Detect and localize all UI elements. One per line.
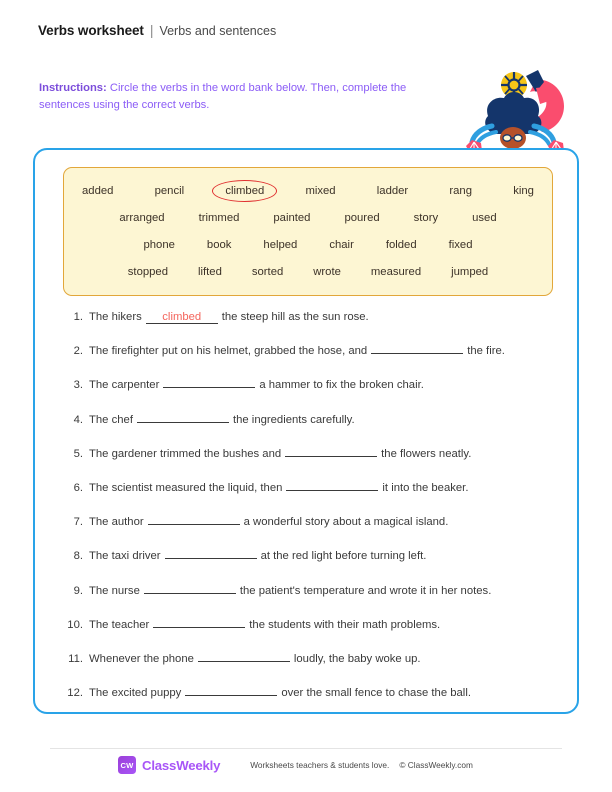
sentence-text-before: The chef	[89, 413, 133, 426]
sentence-text-before: The excited puppy	[89, 687, 182, 700]
answer-blank[interactable]	[165, 546, 257, 559]
handstand-child-illustration	[452, 58, 590, 158]
word-bank-word[interactable]: mixed	[305, 184, 336, 197]
instructions-label: Instructions:	[39, 82, 107, 94]
sentence-number: 12.	[67, 687, 83, 700]
word-bank-word[interactable]: story	[413, 211, 439, 224]
title-separator: |	[149, 22, 154, 38]
page-title: Verbs worksheet	[38, 23, 144, 38]
word-bank-word-circled[interactable]: climbed	[225, 184, 265, 197]
sentence-item	[57, 642, 561, 676]
word-bank-word[interactable]: jumped	[451, 265, 489, 278]
answer-blank[interactable]	[148, 512, 240, 525]
sentence-item	[57, 676, 561, 710]
instructions-block	[39, 80, 429, 115]
sentence-number: 7.	[73, 516, 83, 529]
footer	[118, 756, 473, 774]
answer-blank[interactable]	[198, 649, 290, 662]
word-bank-word[interactable]: stopped	[127, 265, 168, 278]
sentence-number: 11.	[68, 652, 83, 665]
word-bank-word[interactable]: wrote	[313, 265, 341, 278]
answer-blank[interactable]	[137, 410, 229, 423]
word-bank-word[interactable]: book	[206, 238, 232, 251]
sentence-text-before: The scientist measured the liquid, then	[89, 481, 283, 494]
footer-divider	[50, 748, 562, 749]
sentence-number: 3.	[73, 379, 83, 392]
sentence-text-after: the fire.	[467, 345, 505, 358]
sentence-text-before: The carpenter	[89, 379, 160, 392]
word-bank-word[interactable]: phone	[143, 238, 175, 251]
word-bank-word[interactable]: painted	[273, 211, 311, 224]
sentence-text-before: Whenever the phone	[89, 652, 194, 665]
word-bank-word[interactable]: helped	[263, 238, 298, 251]
answer-blank[interactable]: climbed	[146, 311, 218, 324]
sentence-item	[57, 539, 561, 573]
sentence-item	[57, 403, 561, 437]
answer-blank[interactable]	[153, 615, 245, 628]
sentence-text-after: at the red light before turning left.	[260, 550, 427, 563]
answer-blank[interactable]	[285, 444, 377, 457]
sentence-item	[57, 574, 561, 608]
sentence-text-before: The nurse	[89, 584, 140, 597]
sentence-text-after: a hammer to fix the broken chair.	[259, 379, 424, 392]
word-bank-word[interactable]: fixed	[448, 238, 473, 251]
sentence-text-after: the ingredients carefully.	[232, 413, 355, 426]
sentence-number: 5.	[73, 447, 83, 460]
sentence-text-before: The author	[89, 516, 144, 529]
word-bank-word[interactable]: added	[82, 184, 114, 197]
word-bank-word[interactable]: trimmed	[198, 211, 240, 224]
sentence-number: 10.	[67, 618, 83, 631]
sentence-number: 4.	[73, 413, 83, 426]
sentence-item	[57, 300, 561, 334]
sentence-item	[57, 334, 561, 368]
word-bank-word[interactable]: folded	[385, 238, 417, 251]
word-bank-word[interactable]: ladder	[376, 184, 409, 197]
sentence-text-after: it into the beaker.	[382, 481, 469, 494]
sentence-item	[57, 368, 561, 402]
sentence-text-after: the flowers neatly.	[381, 447, 472, 460]
word-bank	[63, 167, 553, 296]
sentence-item	[57, 608, 561, 642]
footer-copyright: © ClassWeekly.com	[399, 760, 473, 770]
word-bank-word[interactable]: used	[472, 211, 497, 224]
sentence-text-after: the steep hill as the sun rose.	[221, 311, 369, 323]
instructions-text: Circle the verbs in the word bank below. Then, complete the sentences using the correct verbs.	[39, 82, 407, 112]
sentence-item	[57, 471, 561, 505]
word-bank-row	[76, 204, 540, 231]
sentence-number: 8.	[73, 550, 83, 563]
worksheet-main-panel	[33, 148, 579, 714]
sentence-text-before: The firefighter put on his helmet, grabbed the hose, and	[89, 345, 368, 358]
sentence-text-before: The taxi driver	[89, 550, 161, 563]
footer-tagline: Worksheets teachers & students love.	[250, 760, 390, 770]
word-bank-row	[76, 177, 540, 204]
sentence-text-before: The hikers	[89, 311, 142, 323]
word-bank-word[interactable]: arranged	[119, 211, 165, 224]
sentence-item	[57, 437, 561, 471]
sentence-text-before: The teacher	[89, 618, 150, 631]
word-bank-word[interactable]: chair	[329, 238, 354, 251]
answer-blank[interactable]	[371, 341, 463, 354]
word-bank-word[interactable]: lifted	[197, 265, 222, 278]
sentence-text-after: over the small fence to chase the ball.	[281, 687, 471, 700]
answer-blank[interactable]	[163, 375, 255, 388]
sentence-text-before: The gardener trimmed the bushes and	[89, 447, 282, 460]
sentence-text-after: the students with their math problems.	[249, 618, 441, 631]
word-bank-word[interactable]: king	[513, 184, 534, 197]
word-bank-word[interactable]: measured	[370, 265, 422, 278]
page-header	[38, 22, 276, 38]
sentence-text-after: the patient's temperature and wrote it in her notes.	[239, 584, 492, 597]
sentence-number: 6.	[73, 481, 83, 494]
word-bank-row	[76, 231, 540, 258]
sentence-number: 2.	[73, 345, 83, 358]
sentence-item	[57, 505, 561, 539]
word-bank-word[interactable]: rang	[449, 184, 472, 197]
sentence-number: 1.	[73, 311, 83, 323]
sentence-number: 9.	[73, 584, 83, 597]
page-subtitle: Verbs and sentences	[159, 24, 277, 38]
word-bank-row	[76, 258, 540, 285]
word-bank-word[interactable]: poured	[344, 211, 380, 224]
classweekly-logo-icon: CW	[118, 756, 136, 774]
sentence-text-after: a wonderful story about a magical island.	[243, 516, 449, 529]
word-bank-word[interactable]: sorted	[251, 265, 284, 278]
answer-blank[interactable]	[185, 683, 277, 696]
answer-blank[interactable]	[286, 478, 378, 491]
sentence-text-after: loudly, the baby woke up.	[293, 652, 421, 665]
brand-name: ClassWeekly	[142, 757, 221, 773]
word-bank-word[interactable]: pencil	[154, 184, 185, 197]
sentence-list	[57, 300, 561, 710]
answer-blank[interactable]	[144, 581, 236, 594]
